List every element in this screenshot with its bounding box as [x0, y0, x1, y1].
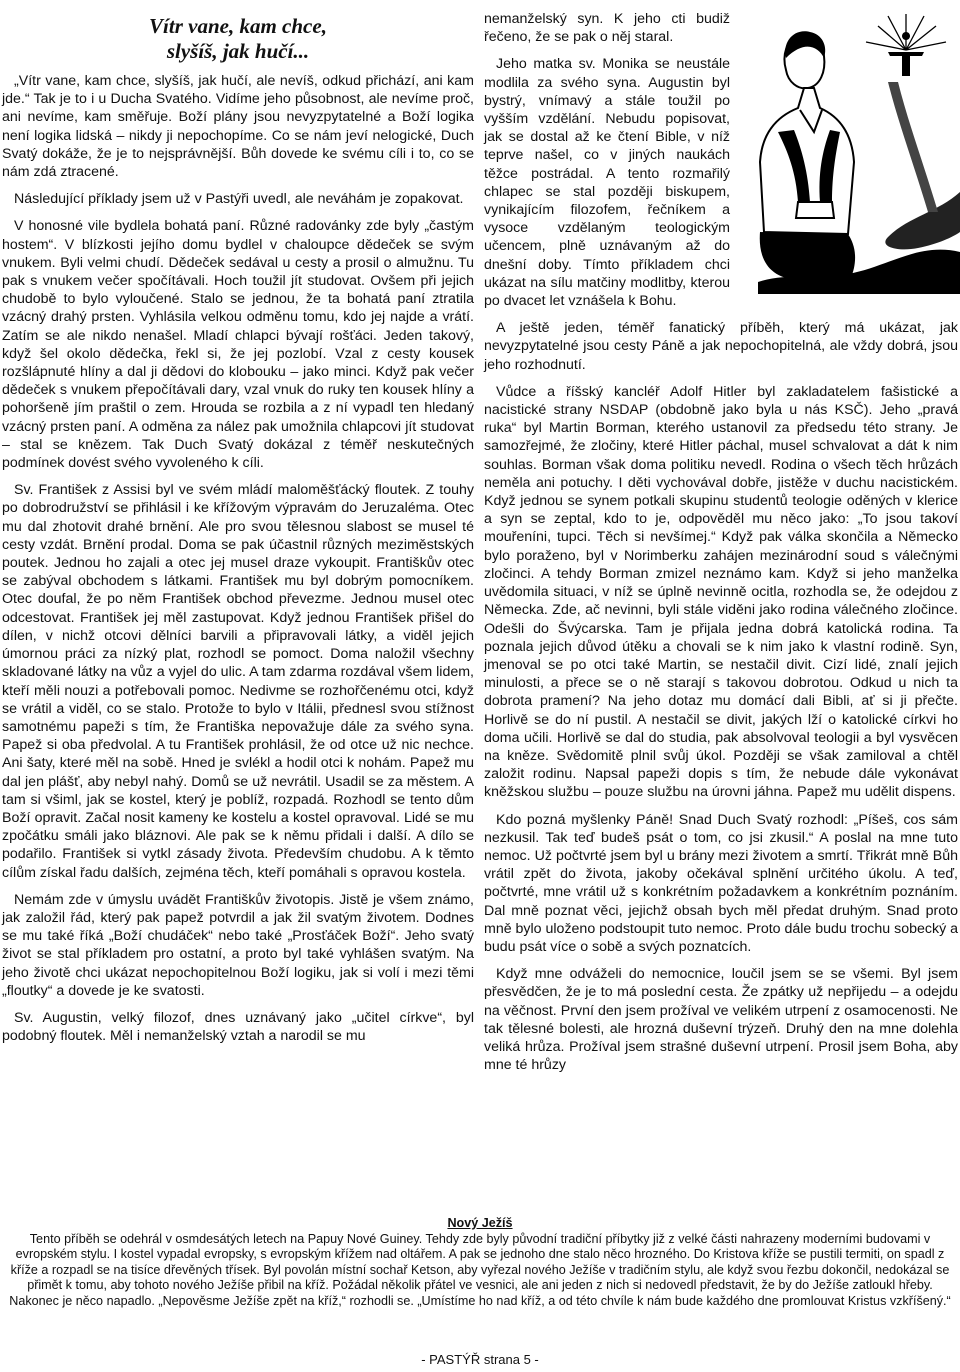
paragraph: Když mne odváželi do nemocnice, loučil jsem se se všemi. Byl jsem přesvědčen, že je to má poslední cesta. Že zpátky už nepřijedu – a odejdu na věčnost. První den jsem prožíval ve velikém utrpení z osamocenosti. Ne tak tělesné bolesti, ale hrozná duševní trýzeň. Druhý den na mne dolehla veliká hrůza. Prožíval jsem strašné duševní utrpení. Prosil jsem Boha, aby mne té hrůzy: [484, 966, 958, 1074]
paragraph: Sv. Augustin, velký filozof, dnes uznávaný jako „učitel církve“, byl podobný floutek. Měl i nemanželský vztah a narodil se mu: [2, 1009, 474, 1045]
paragraph: Sv. František z Assisi byl ve svém mládí maloměšťácký floutek. Z touhy po dobrodružství se přihlásil i ke křížovým výpravám do Jeruzaléma. Otec mu dal zhotovit drahé brnění. Ale pro svou tělesnou slabost se musel té cesty vzdát. Brnění prodal. Doma se pak účastnil různých meziměstských poutek. Jednou ho zajali a otec jej musel draze vykoupit. Františkův otec se zabýval obchodem s látkami. František mu byl dobrým pomocníkem. Otec doufal, že po něm František obchod převezme. Jednou musel otec odcestovat. František jej měl zastupovat. Když jednou František přišel do dílen, v nichž otcovi dělníci barvili a připravovali látky, a viděl jejich úmornou práci za nízký plat, rozhodl se pomoct. Doma naložil všechny skladované látky na vůz a vyjel do ulic. A tam zdarma rozdával všem lidem, kteří měli nouzi a potřebovali pomoc. Nedivme se rozhořčenému otci, když se vrátil a viděl, co se stalo. Protože to bylo v Itálii, přednesl svou stížnost samotnému papeži s tím, že Františka nepovažuje dále za svého syna. Papež si oba předvolal. A tu František prohlásil, že od otce už nic nechce. Ani šaty, které měl na sobě. Hned je svlékl a hodil otci k nohám. Papež mu dal jen plášť, aby nebyl nahý. Domů se už nevrátil. Usadil se za městem. A tam si všiml, jak se kostel, který je poblíž, rozpadá. Rozhodl se tento dům Boží opravit. Začal nosit kameny ke kostelu a kostel opravoval. Lidé se mu zpočátku smáli jako bláznovi. Ale pak se k němu přidali i další. A dílo se podařilo. František si vytkl zásady života. Především chudobu. A k těmto cílům získal řadu dalších, zejména těch, kteří pomáhali s opravou kostela.: [2, 482, 474, 881]
page-footer: - PASTÝŘ strana 5 -: [421, 1352, 539, 1367]
paragraph: nemanželský syn. K jeho cti budiž řečeno, že se pak o něj staral.: [484, 11, 730, 46]
paragraph: Nemám zde v úmyslu uvádět Františkův životopis. Jistě je všem známo, jak založil řád, který pak papež potvrdil a jak žil svatým životem. Dodnes se mu také říká „Boží chudáček“ nebo také „Prosťáček Boží“. Jeho svatý život se stal příkladem pro ostatní, a proto byl také vyhlášen svatým. Na jeho životě chci ukázat nepochopitelnou Boží logiku, jak si volí i mezi těmi „floutky“ a dovede je ke svatosti.: [2, 891, 474, 999]
right-column: [484, 10, 958, 1083]
sidebar-story-box: [8, 1216, 952, 1310]
paragraph: Jeho matka sv. Monika se neustále modlila za svého syna. Augustin byl bystrý, vnímavý a stále toužil po vyšším vzdělání. Nebudu popisovat, jak se dostal až ke čtení Bible, v níž teprve našel, co v jiných naukách těžce postrádal. A tento rozmařilý chlapec se stal později biskupem, vynikajícím filozofem, řečníkem a vysoce vzdělaným teologickým učencem, plně uznávaným až do dnešní doby. Tímto příkladem chci ukázat na sílu matčiny modlitby, kterou po dvacet let vznášela k Bohu.: [484, 56, 730, 310]
paragraph: Následující příklady jsem už v Pastýři uvedl, ale neváhám je zopakovat.: [14, 191, 464, 208]
paragraph: Kdo pozná myšlenky Páně! Snad Duch Svatý rozhodl: „Píšeš, cos sám nezkusil. Tak teď budeš psát o tom, co jsi zkusil.“ A poslal na mne tuto nemoc. Už počtvrté jsem byl u brány mezi životem a smrtí. Třikrát mně Bůh vrátil zpět do života, jakoby očekával splnění určitého úkolu. A teď, počtvrté, mne vrátil už s konkrétním požadavkem a konkrétním poznáním. Dal mně poznat věci, jejichž obsah bych měl předat druhým. Snad proto mně bylo uloženo podstoupit tuto nemoc. Proto dále budu trochu sobecký a budu psát více o sobě a svých poznatcích.: [484, 811, 959, 955]
paragraph: V honosné vile bydlela bohatá paní. Různé radovánky zde byly „častým hostem“. V blízkosti jejího domu bydlel v chaloupce dědeček se svým vnukem. Byli velmi chudí. Dědeček sedával u cesty a prosil o almužnu. Tu pak s vnukem večer spočítávali. Hoch toužil jít studovat. Ovšem při jejich chudobě to bylo vyloučené. Stalo se jednou, že ta bohatá paní ztratila vzácný drahý prsten. Vyhlásila velkou odměnu tomu, kdo jej najde a vrátí. Zatím se ale nikdo nenašel. Mladí chlapci bývají rošťáci. Jeden takový, když šel okolo dědečka, řekl si, že jej pozlobí. Vzal z cesty kousek rozšlápnuté hlíny a dal ji dědovi do klobouku – jako minci. Když pak večer dědeček s vnukem přepočítávali dary, vzal vnuk do ruky ten kousek hlíny a pohoršeně jím praštil o zem. Hrouda se rozbila a z ní vypadl ten hledaný vzácný prsten paní. A odměna za nález pak umožnila chlapcovi jít studovat – stal se knězem. Tak Duch Svatý dokázal z téměř neskutečných podmínek dovést svého vyvoleného k cíli.: [2, 218, 474, 472]
paragraph: Vůdce a říšský kancléř Adolf Hitler byl zakladatelem fašistické a nacistické strany NSDAP (obdobně jako byla u nás KSČ). Jeho „pravá ruka“ byl Martin Borman, kterého ustanovil za předsedu této strany. Je samozřejmé, že zločiny, které Hitler páchal, musel schvalovat a dát k nim souhlas. Borman však doma politiku nevedl. Rodina o všech těch hrůzách neměla ani potuchy. I děti vychovával dobře, jistěže v duchu nacistickém. Když jednou se synem potkali skupinu studentů teologie oděných v klerice a syn se zeptal, kdo to je, odpověděl mu něco jako: „To jsou takoví mouřeníni, tupci. Těch si nevšímej.“ Když pak válka skončila a Německo bylo poraženo, byl v Norimberku zahájen mezinárodní soud s válečnými zločinci. A tehdy Borman zmizel neznámo kam. Když si jeho manželka uvědomila situaci, v níž se úplně nevinně ocitla, rozhodla se, že odejdou z Německa. Zde, ač nevinni, byli stále viděni jako rodina válečného zločince. Odešli do Švýcarska. Tam je přijala jedna dobrá katolická rodina. Ta poznala jejich důvod útěku a chovali se k nim jako k vlastní rodině. Syn, jmenoval se po otci také Martin, se nestačil divit. Cizí lidé, znalí jejich minulosti, a přece se o ně starají s takovou dobrotou. Odkud u nich ta dobrota pramení? Na jeho dotaz mu domácí dali Bibli, ať si ji přečte. Horlivě se do ní pustil. A nestačil se divit, jakých lží o katolické církvi ho doma učili. Horlivě se dal do studia, pak absolvoval teologii a byl vysvěcen na kněze. Svědomitě plnil svůj úkol. Později se však zamiloval a chtěl založit rodinu. Napsal papeži dopis s tím, že nebude dále vykonávat kněžskou službu – pouze službu na úrovni jáhna. Papež mu udělit dispens.: [484, 383, 958, 801]
paragraph: A ještě jeden, téměř fanatický příběh, který má ukázat, jak nevyzpytatelné jsou cesty Páně a jak nepochopitelná, ale vždy dobrá, jsou jeho rozhodnutí.: [484, 320, 958, 373]
article-title-line-1: Vítr vane, kam chce,: [149, 14, 327, 38]
paragraph: „Vítr vane, kam chce, slyšíš, jak hučí, ale nevíš, odkud přichází, ani kam jde.“ Tak je to i u Ducha Svatého. Vidíme jeho působnost, ale nevíme proč, ani nevíme, kam směřuje. Boží plány jsou nevyzpytatelné a Boží logika není logika lidská – nikdy ji nepochopíme. Co se nám jeví nelogické, Duch Svatý dokáže, že je to nejsprávnější. Bůh dovede ke svému cíli i to, co se nám zdá ztracené.: [2, 73, 474, 181]
praying-man-illustration: [738, 12, 960, 294]
left-column: [2, 10, 474, 1054]
article-title-line-2: slyšíš, jak hučí...: [166, 39, 310, 63]
box-text: Tento příběh se odehrál v osmdesátých letech na Papuy Nové Guiney. Tehdy zde byly původní tradiční příbytky již z velké části nahrazeny moderními budovami v evropském stylu. I kostel vypadal evropsky, s evropským křížem nad oltářem. A pak se jednoho dne stalo něco hrozného. Do Kristova kříže se pustili termiti, on spadl z kříže a rozpadl se na tisíce dřevěných třísek. Byl povolán místní sochař Ketson, aby vyřezal nového Ježíše v tradičním stylu, ale když svou řezbu dokončil, nedokázal se přimět k tomu, aby tohoto nového Ježíše přibil na kříž. Požádal několik přátel ve vesnici, ale ani jeden z nich si nedovedl představit, že by do Ježíše zatloukl hřeby. Nakonec je něco napadlo. „Nepověsme Ježíše zpět na kříž,“ rozhodli se. „Umístíme ho nad kříž, a od této chvíle k nám bude každého dne promlouvat Kristus vzkříšený.“: [9, 1231, 951, 1308]
box-title: Nový Ježíš: [447, 1216, 513, 1230]
article-title: [2, 14, 474, 64]
